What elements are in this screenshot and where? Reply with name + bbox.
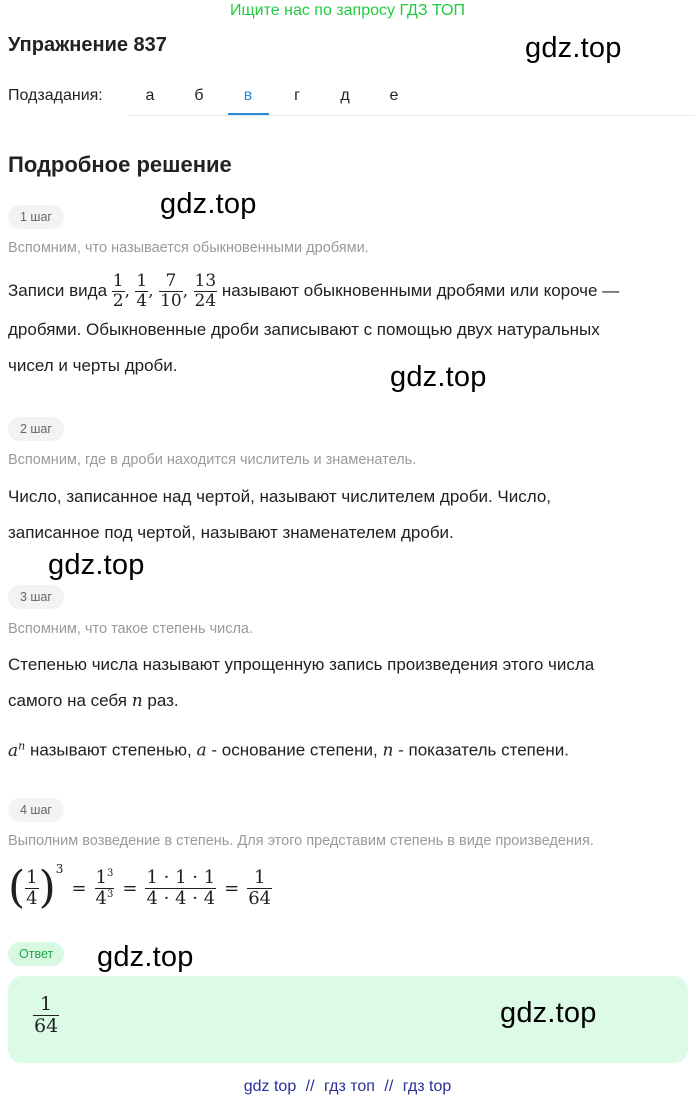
expr-product-fraction: $\frac{1 \cdot 1 \cdot 1}{4 \cdot 4 \cdot 4}$ <box>146 866 216 909</box>
step-hint-1: Вспомним, что называется обыкновенными дробями. <box>8 240 369 256</box>
tab-e[interactable]: е <box>389 87 399 104</box>
active-tab-indicator <box>228 113 269 115</box>
footer-separator: // <box>384 1078 394 1095</box>
tab-v[interactable]: в <box>243 87 253 104</box>
footer-link-gdz-top[interactable]: gdz top <box>243 1078 297 1095</box>
step-badge-1: 1 шаг <box>8 205 64 229</box>
equals-sign: = <box>224 877 240 899</box>
equals-sign: = <box>71 877 87 899</box>
expr-base-fraction: $\frac{1}{4}$ <box>26 866 38 909</box>
watermark: gdz.top <box>48 549 145 581</box>
page-title: Упражнение 837 <box>8 34 167 56</box>
equals-sign: = <box>122 877 138 899</box>
expr-result-fraction: $\frac{1}{64}$ <box>248 866 272 909</box>
step-text-1-line2: дробями. Обыкновенные дроби записывают с помощью двух натуральных <box>8 320 600 339</box>
answer-box <box>8 976 688 1063</box>
step-text-1-prefix: Записи вида <box>8 281 108 300</box>
paren-left: ( <box>8 862 26 913</box>
watermark: gdz.top <box>525 32 622 64</box>
watermark: gdz.top <box>500 997 597 1029</box>
answer-fraction: $\frac{1}{64}$ <box>34 993 59 1037</box>
footer-links <box>0 1078 695 1096</box>
footer-separator: // <box>305 1078 315 1095</box>
step-text-1-line1: Записи вида $\frac{1}{2}$ , $\frac{1}{4}$ , $\frac{7}{10}$ , $\frac{13}{24}$ называют обыкновенными дробями или короче — <box>8 271 620 312</box>
tab-b[interactable]: б <box>194 87 204 104</box>
footer-link-gdz-top-ru[interactable]: гдз топ <box>324 1078 375 1095</box>
step-text-3-part1: называют степенью, <box>29 740 192 760</box>
step-text-2-line1: Число, записанное над чертой, называют числителем дроби. Число, <box>8 487 552 506</box>
tab-g[interactable]: г <box>294 87 300 104</box>
tab-d[interactable]: д <box>340 87 350 104</box>
step-badge-4: 4 шаг <box>8 798 64 822</box>
step-text-3-part2: - основание степени, <box>211 740 378 760</box>
step-text-3-part3: - показатель степени. <box>398 740 569 760</box>
step-hint-4: Выполним возведение в степень. Для этого представим степень в виде произведения. <box>8 833 594 849</box>
step-badge-2: 2 шаг <box>8 417 64 441</box>
step-text-3-line2-suffix: раз. <box>147 691 179 710</box>
step-text-1-rest: называют обыкновенными дробями или короче — <box>221 281 620 300</box>
subtasks-tabs <box>128 78 695 116</box>
expr-exponent: 3 <box>55 862 64 876</box>
step-text-3-line3 <box>8 728 688 769</box>
solution-heading: Подробное решение <box>8 152 232 177</box>
fraction-7-10: $\frac{7}{10}$ <box>160 271 182 312</box>
fraction-1-4: $\frac{1}{4}$ <box>136 271 148 312</box>
expr-power-fraction: $\frac{1^3}{4^3}$ <box>95 866 114 909</box>
paren-right: ) <box>38 862 56 913</box>
watermark: gdz.top <box>160 188 257 220</box>
step-hint-2: Вспомним, где в дроби находится числитель и знаменатель. <box>8 452 417 468</box>
step-text-3-line2-prefix: самого на себя <box>8 691 127 710</box>
search-banner: Ищите нас по запросу ГДЗ ТОП <box>230 2 465 19</box>
watermark: gdz.top <box>390 361 487 393</box>
var-n: n <box>131 691 143 711</box>
watermark: gdz.top <box>97 941 194 973</box>
power-expression <box>8 858 272 918</box>
fraction-1-2: $\frac{1}{2}$ <box>112 271 124 312</box>
tab-a[interactable]: а <box>145 87 155 104</box>
step-text-3-line1: Степенью числа называют упрощенную запись произведения этого числа <box>8 655 595 674</box>
step-text-2-line2: записанное под чертой, называют знаменателем дроби. <box>8 523 454 542</box>
fraction-13-24: $\frac{13}{24}$ <box>194 271 217 312</box>
var-n: n <box>382 740 394 761</box>
subtasks-label: Подзадания: <box>8 87 103 104</box>
step-badge-3: 3 шаг <box>8 585 64 609</box>
var-a: a <box>196 740 207 761</box>
footer-link-gdz-top-mixed[interactable]: гдз top <box>402 1078 452 1095</box>
step-hint-3: Вспомним, что такое степень числа. <box>8 621 254 637</box>
var-a-power-n: $a^n$ <box>8 739 26 761</box>
step-text-3-line2 <box>8 683 688 719</box>
step-text-1-line3: чисел и черты дроби. <box>8 356 178 375</box>
answer-badge: Ответ <box>8 942 64 966</box>
